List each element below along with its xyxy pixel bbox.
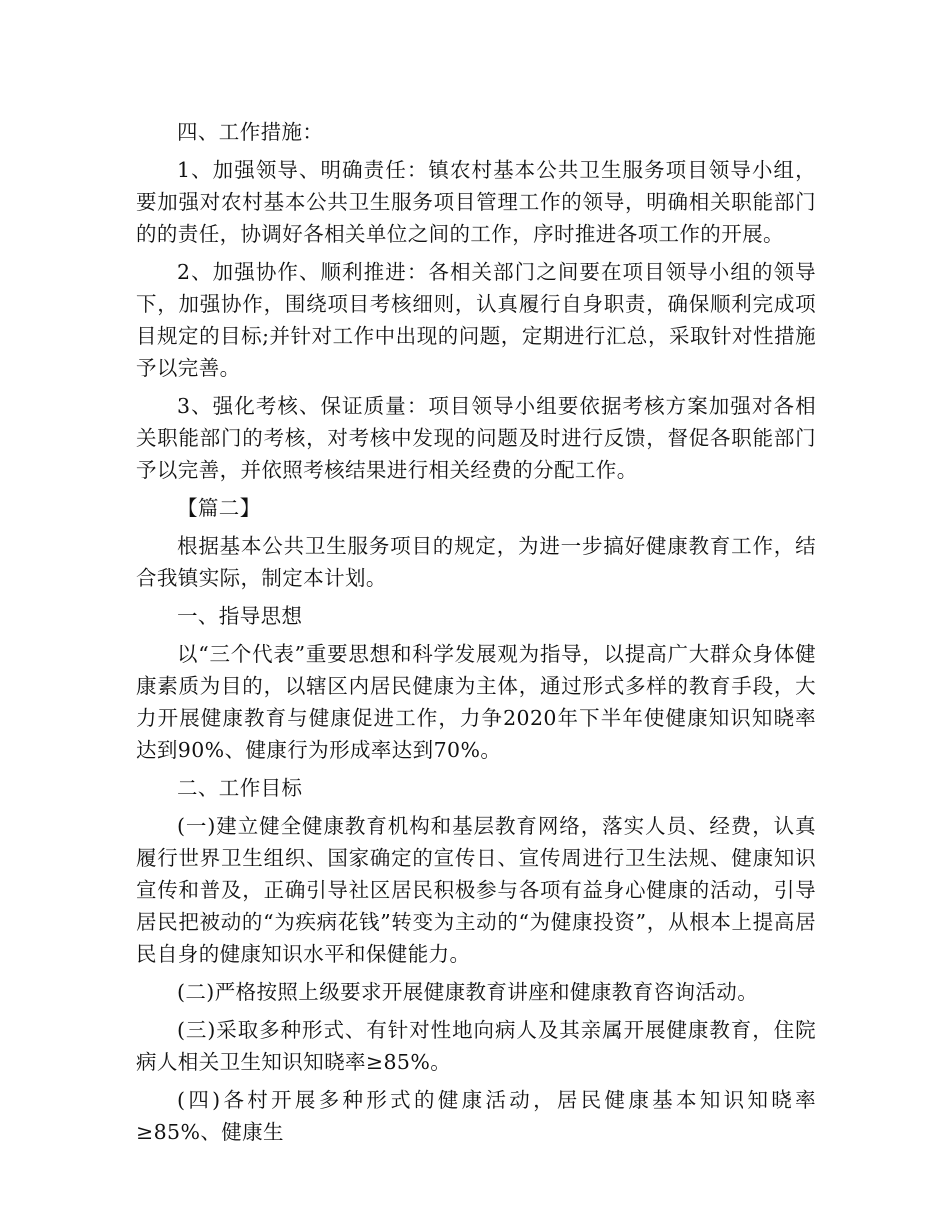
document-body [136,116,816,1154]
section-heading-guiding-ideology: 一、指导思想 [177,604,303,628]
part-heading-2: 【篇二】 [177,496,261,520]
paragraph-goal-2: (二)严格按照上级要求开展健康教育讲座和健康教育咨询活动。 [177,980,759,1004]
paragraph-guiding-ideology: 以“三个代表”重要思想和科学发展观为指导，以提高广大群众身体健康素质为目的，以辖区内居民健康为主体，通过形式多样的教育手段，大力开展健康教育与健康促进工作，力争2020年下半年使健康知识知晓率达到90%、健康行为形成率达到70%。 [136,642,816,762]
paragraph-measure-1: 1、加强领导、明确责任：镇农村基本公共卫生服务项目领导小组，要加强对农村基本公共卫生服务项目管理工作的领导，明确相关职能部门的的责任，协调好各相关单位之间的工作，序时推进各项工作的开展。 [136,158,816,246]
paragraph-goal-3: (三)采取多种形式、有针对性地向病人及其亲属开展健康教育，住院病人相关卫生知识知晓率≥85%。 [136,1018,816,1074]
section-heading-work-goals: 二、工作目标 [177,776,303,800]
paragraph-goal-4: (四)各村开展多种形式的健康活动，居民健康基本知识知晓率≥85%、健康生 [136,1088,816,1144]
paragraph-measure-3: 3、强化考核、保证质量：项目领导小组要依据考核方案加强对各相关职能部门的考核，对考核中发现的问题及时进行反馈，督促各职能部门予以完善，并依照考核结果进行相关经费的分配工作。 [136,394,816,482]
section-heading-measures: 四、工作措施： [177,120,324,144]
paragraph-measure-2: 2、加强协作、顺利推进：各相关部门之间要在项目领导小组的领导下，加强协作，围绕项目考核细则，认真履行自身职责，确保顺利完成项目规定的目标;并针对工作中出现的问题，定期进行汇总，采取针对性措施予以完善。 [136,260,816,380]
paragraph-intro: 根据基本公共卫生服务项目的规定，为进一步搞好健康教育工作，结合我镇实际，制定本计划。 [136,534,816,590]
paragraph-goal-1: (一)建立健全健康教育机构和基层教育网络，落实人员、经费，认真履行世界卫生组织、国家确定的宣传日、宣传周进行卫生法规、健康知识宣传和普及，正确引导社区居民积极参与各项有益身心健康的活动，引导居民把被动的“为疾病花钱”转变为主动的“为健康投资”，从根本上提高居民自身的健康知识水平和保健能力。 [136,814,816,966]
